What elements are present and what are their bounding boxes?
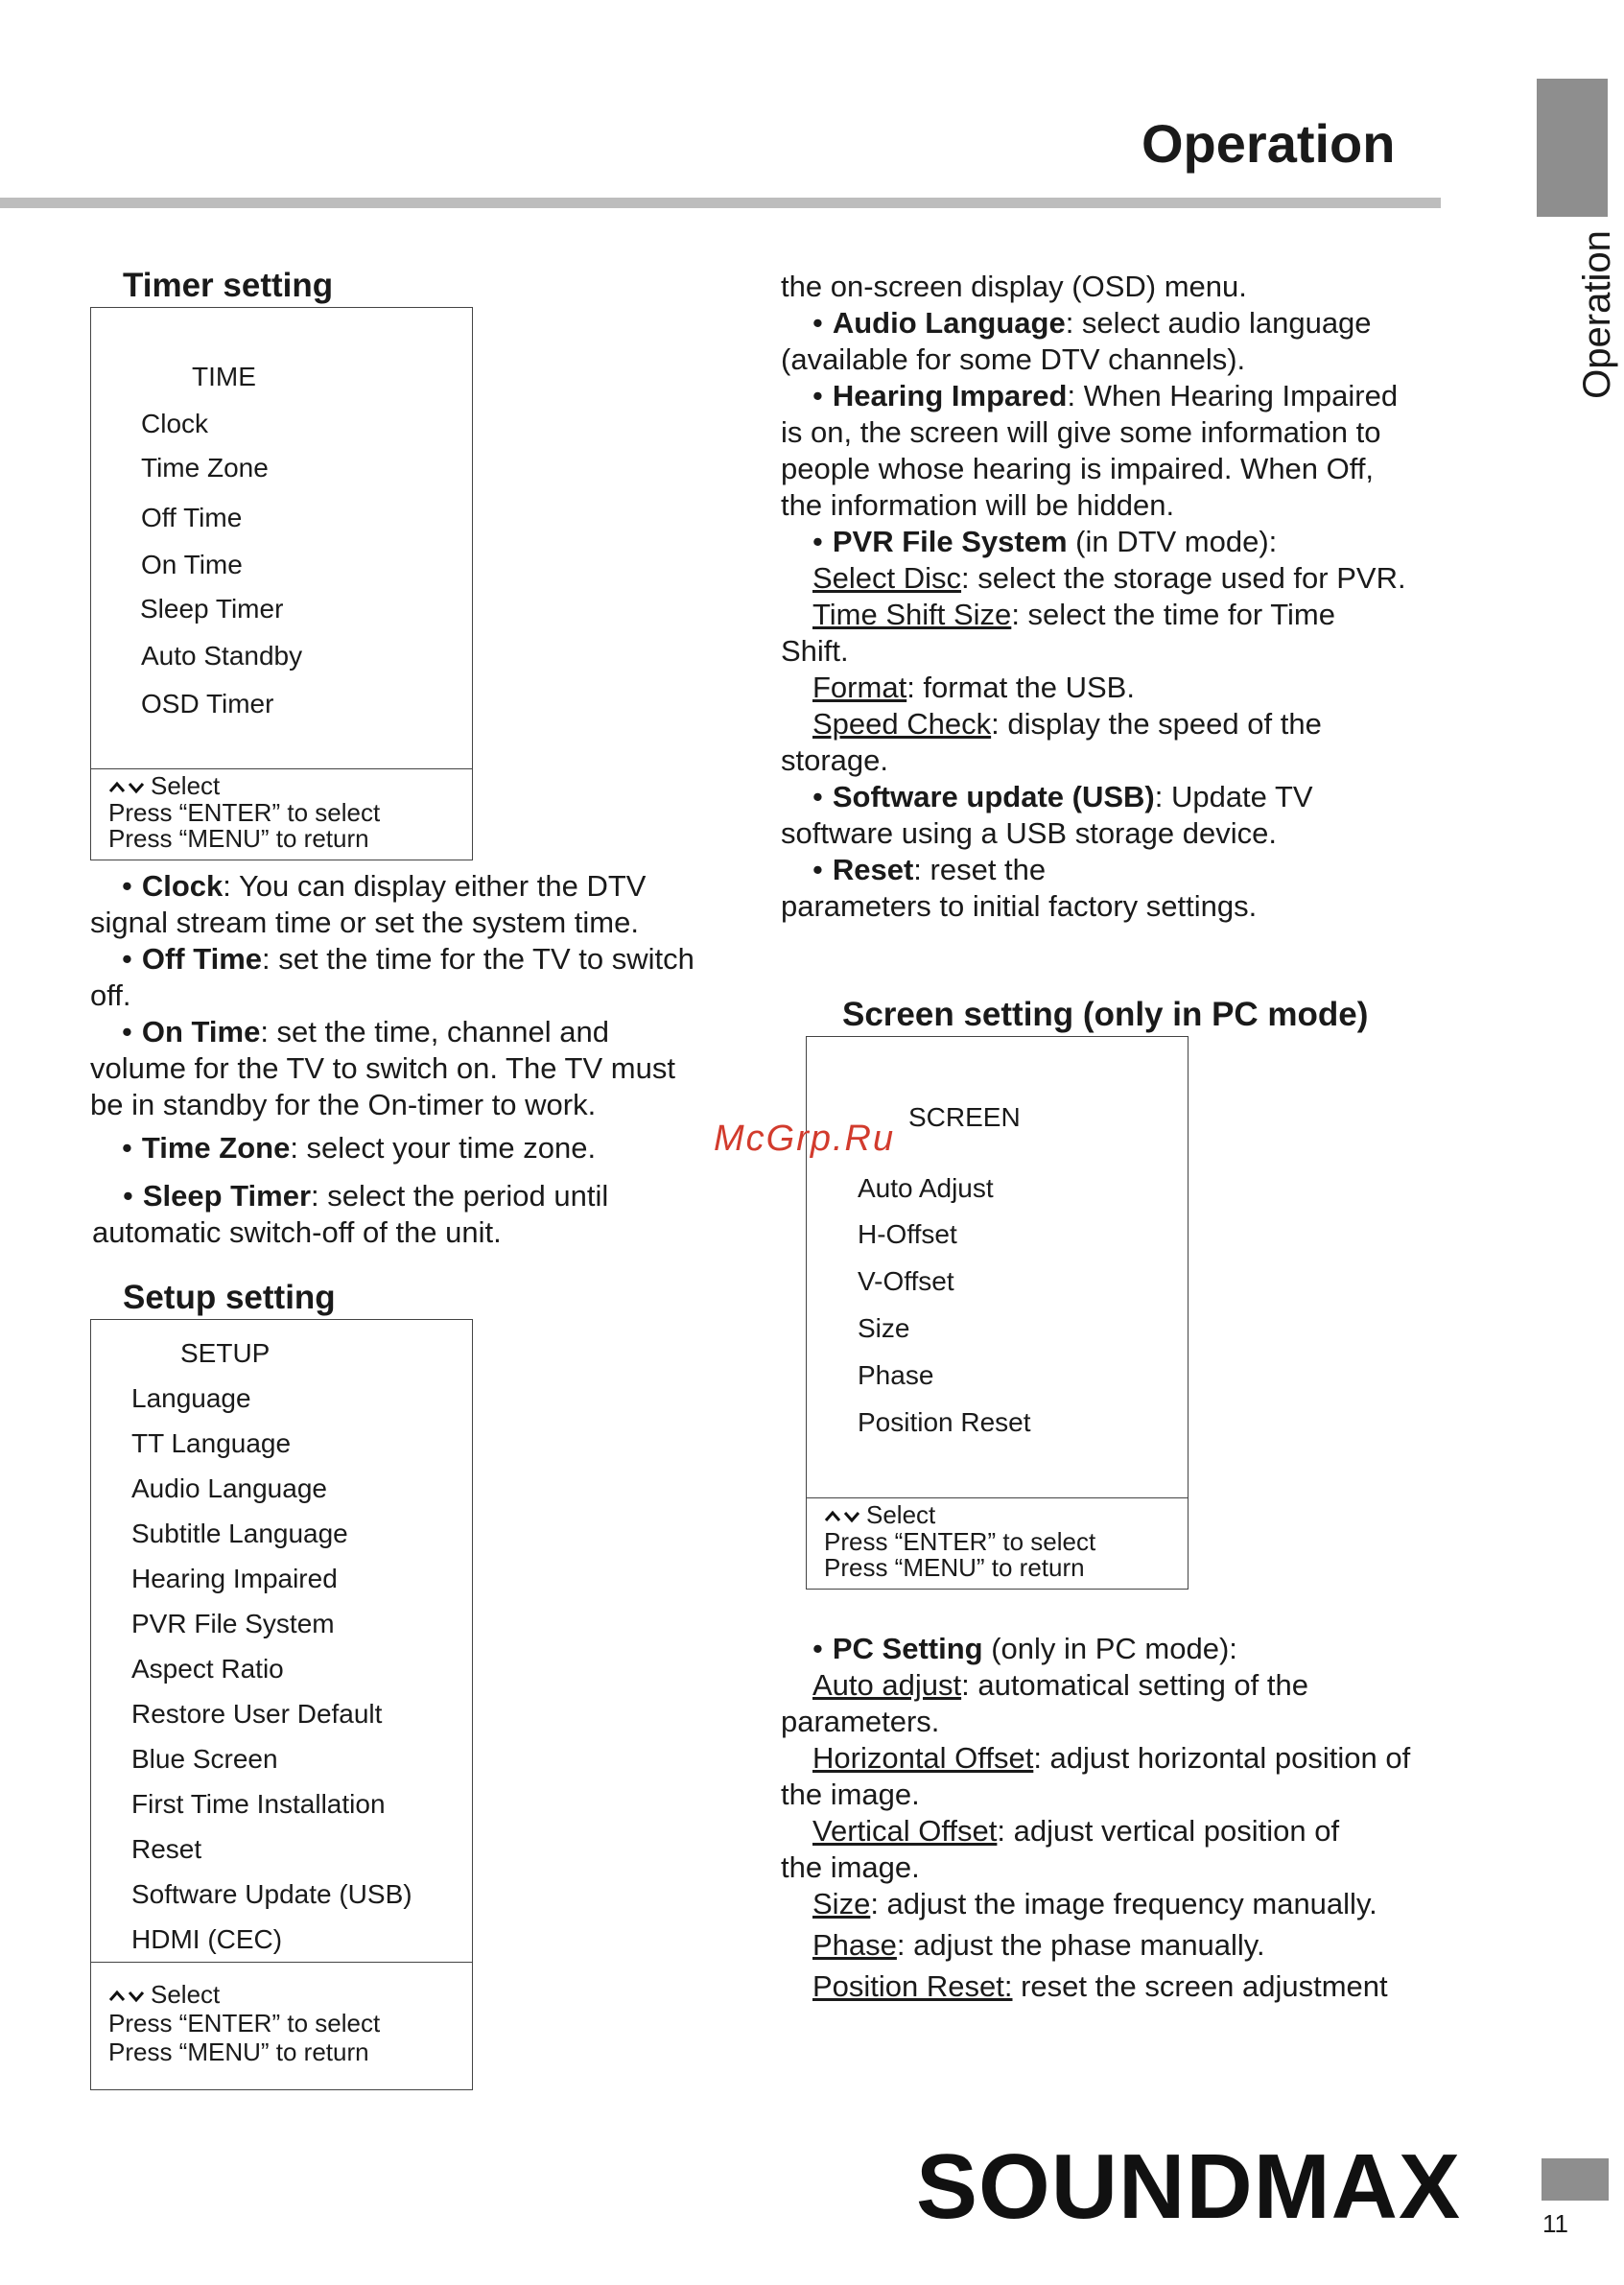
setup-section-title: Setup setting xyxy=(123,1279,336,1316)
timer-menu-heading: TIME xyxy=(192,362,256,391)
screen-menu-item-position-reset[interactable]: Position Reset xyxy=(858,1407,1031,1437)
side-tab-label: Operation xyxy=(1576,230,1618,399)
sleep-timer-desc-cont: automatic switch-off of the unit. xyxy=(92,1215,502,1249)
screen-menu-heading: SCREEN xyxy=(908,1102,1021,1132)
page-title: Operation xyxy=(1142,113,1396,174)
setup-footer-select-row xyxy=(108,1982,472,2009)
vertical-offset-desc-cont: the image. xyxy=(781,1850,920,1884)
setup-menu-item-blue-screen[interactable]: Blue Screen xyxy=(131,1744,278,1774)
screen-footer-select-row xyxy=(824,1502,1188,1529)
setup-menu-item-pvr-file-system[interactable]: PVR File System xyxy=(131,1609,335,1638)
timer-footer-menu: Press “MENU” to return xyxy=(108,824,369,853)
screen-footer-select: Select xyxy=(866,1500,936,1529)
screen-footer-menu: Press “MENU” to return xyxy=(824,1553,1085,1582)
brand-logo: SOUNDMAX xyxy=(916,2135,1462,2238)
setup-menu-heading: SETUP xyxy=(180,1338,271,1368)
horizontal-offset-desc-cont: the image. xyxy=(781,1778,920,1811)
setup-menu-item-restore-user-default[interactable]: Restore User Default xyxy=(131,1699,383,1729)
timer-menu-item-sleep-timer[interactable]: Sleep Timer xyxy=(140,594,284,624)
setup-footer-select: Select xyxy=(151,1980,221,2009)
setup-menu-footer xyxy=(91,1962,472,2089)
setup-menu-item-subtitle-language[interactable]: Subtitle Language xyxy=(131,1519,348,1548)
timer-footer-select: Select xyxy=(151,771,221,800)
timer-menu-item-auto-standby[interactable]: Auto Standby xyxy=(141,641,303,671)
software-update-desc-cont: software using a USB storage device. xyxy=(781,816,1277,850)
header-divider xyxy=(0,198,1441,208)
vertical-offset-desc: Vertical Offset: adjust vertical position of xyxy=(812,1814,1340,1848)
page-number: 11 xyxy=(1542,2209,1568,2238)
hearing-impaired-desc-cont2: people whose hearing is impaired. When Off, xyxy=(781,452,1375,485)
timer-footer-select-row xyxy=(108,773,472,800)
hearing-impaired-desc: • Hearing Impared: When Hearing Impaired xyxy=(812,379,1399,412)
screen-footer-enter: Press “ENTER” to select xyxy=(824,1526,1096,1556)
timer-section-title: Timer setting xyxy=(123,267,334,304)
watermark: McGrp.Ru xyxy=(714,1119,896,1159)
audio-language-desc: • Audio Language: select audio language xyxy=(812,306,1372,340)
screen-section-title: Screen setting (only in PC mode) xyxy=(842,996,1369,1033)
setup-menu-item-reset[interactable]: Reset xyxy=(131,1834,202,1864)
reset-desc-cont: parameters to initial factory settings. xyxy=(781,889,1258,923)
hearing-impaired-desc-cont: is on, the screen will give some information to xyxy=(781,415,1381,449)
timer-footer-enter: Press “ENTER” to select xyxy=(108,797,381,827)
screen-menu-item-phase[interactable]: Phase xyxy=(858,1360,934,1390)
screen-menu-item-auto-adjust[interactable]: Auto Adjust xyxy=(858,1173,994,1203)
setup-footer-menu: Press “MENU” to return xyxy=(108,2037,369,2066)
off-time-desc: • Off Time: set the time for the TV to switch xyxy=(122,942,694,976)
setup-descriptions xyxy=(781,269,1452,925)
up-down-arrows-icon xyxy=(108,780,147,795)
format-desc: Format: format the USB. xyxy=(812,671,1135,704)
screen-menu-item-v-offset[interactable]: V-Offset xyxy=(858,1266,954,1296)
timer-menu-item-osd-timer[interactable]: OSD Timer xyxy=(141,689,274,718)
page-number-block xyxy=(1542,2158,1609,2201)
timer-menu-box xyxy=(90,307,473,860)
timer-menu-item-off-time[interactable]: Off Time xyxy=(141,503,243,532)
pvr-file-system-desc: • PVR File System (in DTV mode): xyxy=(812,525,1278,558)
setup-menu-item-language[interactable]: Language xyxy=(131,1383,251,1413)
osd-intro: the on-screen display (OSD) menu. xyxy=(781,270,1247,303)
phase-desc: Phase: adjust the phase manually. xyxy=(812,1928,1265,1962)
sleep-timer-desc: • Sleep Timer: select the period until xyxy=(123,1179,609,1213)
reset-desc: • Reset: reset the xyxy=(812,853,1047,886)
up-down-arrows-icon xyxy=(108,1989,147,2004)
setup-menu-item-audio-language[interactable]: Audio Language xyxy=(131,1473,327,1503)
software-update-desc: • Software update (USB): Update TV xyxy=(812,780,1313,813)
auto-adjust-desc-cont: parameters. xyxy=(781,1705,940,1738)
time-shift-size-desc: Time Shift Size: select the time for Time xyxy=(812,598,1335,631)
timer-menu-item-on-time[interactable]: On Time xyxy=(141,550,243,579)
clock-desc-cont: signal stream time or set the system time. xyxy=(90,906,639,939)
setup-footer-enter: Press “ENTER” to select xyxy=(108,2008,381,2038)
up-down-arrows-icon xyxy=(824,1509,862,1524)
auto-adjust-desc: Auto adjust: automatical setting of the xyxy=(812,1668,1308,1702)
clock-desc: • Clock: You can display either the DTV xyxy=(122,869,647,903)
speed-check-desc: Speed Check: display the speed of the xyxy=(812,707,1322,741)
setup-menu-item-hdmi-cec[interactable]: HDMI (CEC) xyxy=(131,1924,283,1954)
speed-check-desc-cont: storage. xyxy=(781,743,889,777)
time-zone-desc: • Time Zone: select your time zone. xyxy=(122,1131,597,1165)
timer-menu-item-time-zone[interactable]: Time Zone xyxy=(141,453,269,483)
off-time-desc-cont: off. xyxy=(90,978,131,1012)
timer-menu-footer xyxy=(91,768,472,860)
time-shift-size-desc-cont: Shift. xyxy=(781,634,849,668)
audio-language-desc-cont: (available for some DTV channels). xyxy=(781,342,1246,376)
setup-menu-item-tt-language[interactable]: TT Language xyxy=(131,1428,292,1458)
screen-menu-item-h-offset[interactable]: H-Offset xyxy=(858,1219,957,1249)
position-reset-desc: Position Reset: reset the screen adjustment xyxy=(812,1969,1388,2003)
timer-descriptions xyxy=(90,868,742,1251)
setup-menu-item-software-update[interactable]: Software Update (USB) xyxy=(131,1879,412,1909)
setup-menu-item-hearing-impaired[interactable]: Hearing Impaired xyxy=(131,1564,338,1593)
on-time-desc-cont: volume for the TV to switch on. The TV must xyxy=(90,1051,675,1085)
pc-setting-desc: • PC Setting (only in PC mode): xyxy=(812,1632,1237,1665)
select-disc-desc: Select Disc: select the storage used for PVR. xyxy=(812,561,1406,595)
screen-menu-item-size[interactable]: Size xyxy=(858,1313,910,1343)
on-time-desc: • On Time: set the time, channel and xyxy=(122,1015,609,1048)
timer-menu-item-clock[interactable]: Clock xyxy=(141,409,209,438)
horizontal-offset-desc: Horizontal Offset: adjust horizontal position of xyxy=(812,1741,1411,1775)
size-desc: Size: adjust the image frequency manually. xyxy=(812,1887,1377,1920)
side-tab-block xyxy=(1537,79,1608,217)
on-time-desc-cont2: be in standby for the On-timer to work. xyxy=(90,1088,597,1121)
setup-menu-item-first-time-installation[interactable]: First Time Installation xyxy=(131,1789,386,1819)
hearing-impaired-desc-cont3: the information will be hidden. xyxy=(781,488,1175,522)
setup-menu-item-aspect-ratio[interactable]: Aspect Ratio xyxy=(131,1654,284,1684)
screen-descriptions xyxy=(781,1631,1471,2005)
screen-menu-footer xyxy=(807,1497,1188,1589)
setup-menu-box xyxy=(90,1319,473,2090)
